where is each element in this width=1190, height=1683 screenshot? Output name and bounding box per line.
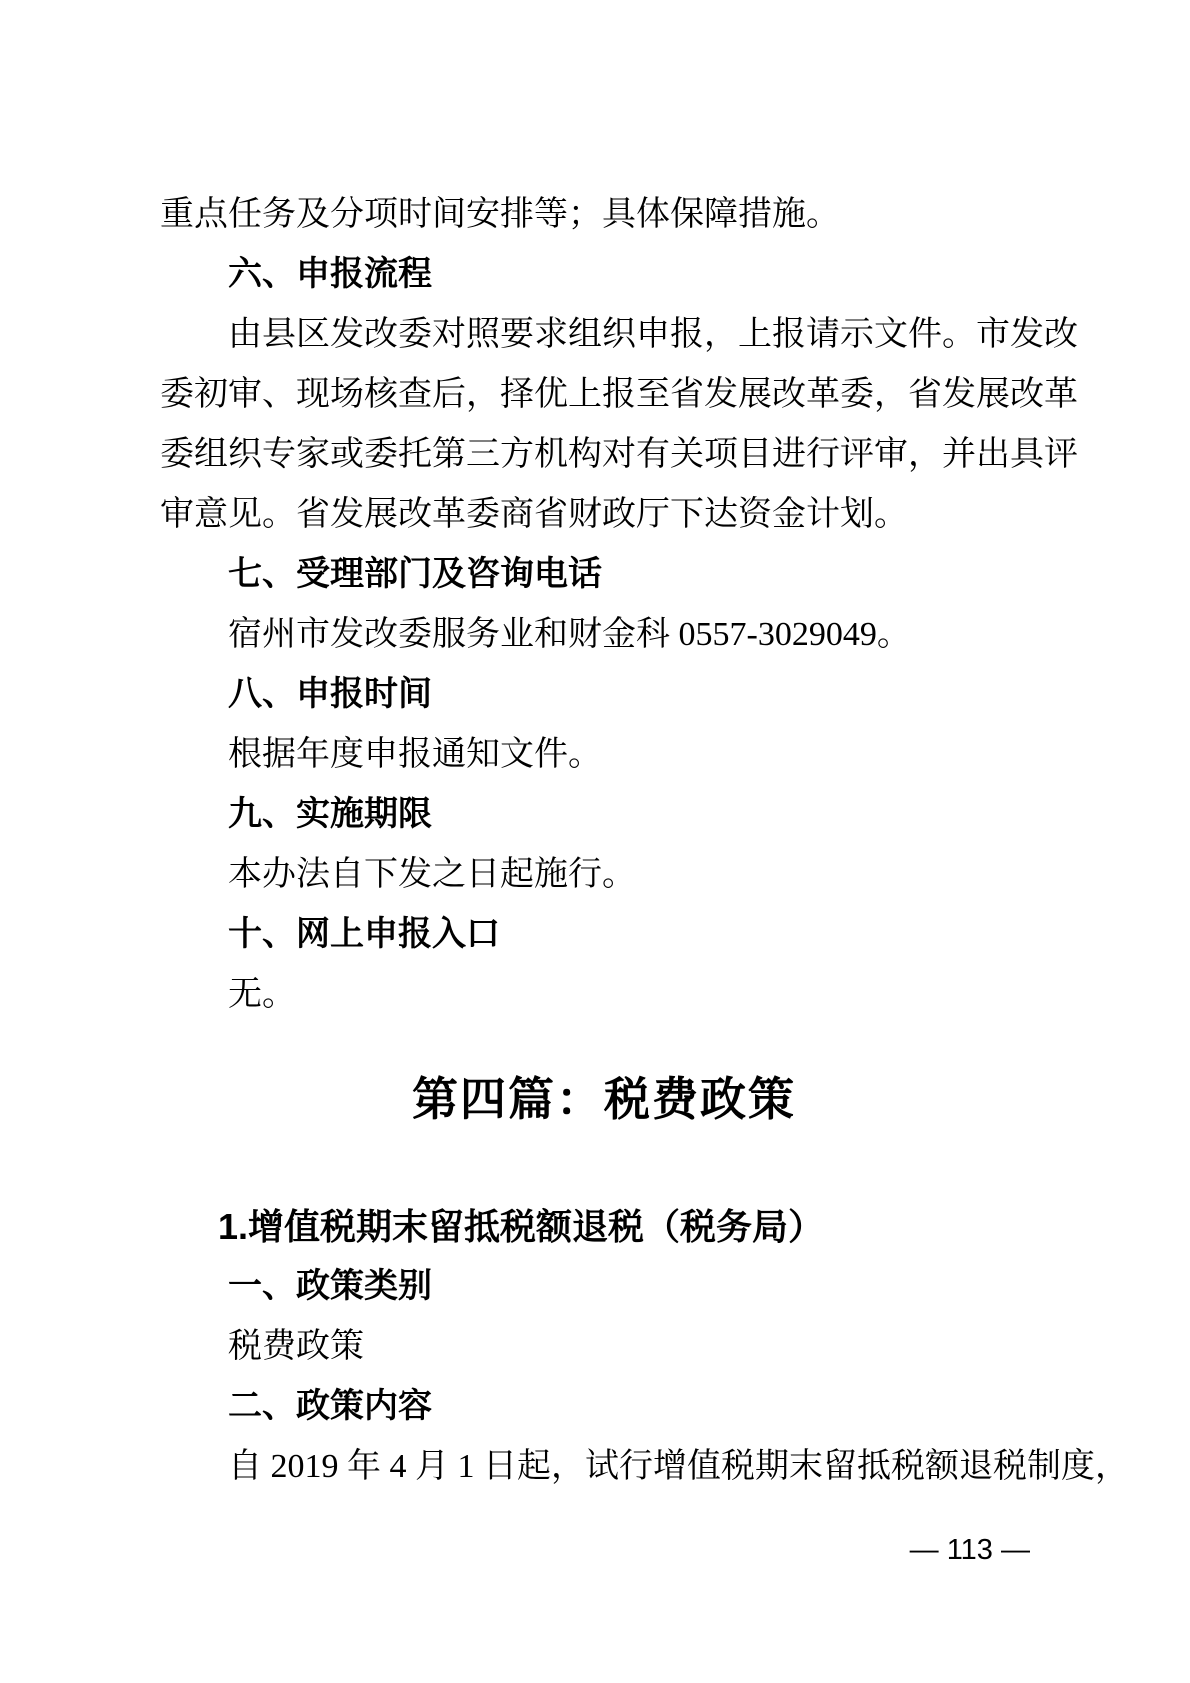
document-body bbox=[160, 185, 1129, 1497]
body-line: 本办法自下发之日起施行。 bbox=[228, 856, 636, 893]
section-heading-8: 八、申报时间 bbox=[228, 676, 432, 713]
policy-section-heading-1: 一、政策类别 bbox=[228, 1268, 432, 1305]
body-line: 重点任务及分项时间安排等；具体保障措施。 bbox=[160, 196, 840, 233]
body-line: 无。 bbox=[228, 976, 296, 1013]
policy-title: 1.增值税期末留抵税额退税（税务局） bbox=[218, 1206, 825, 1247]
body-line: 委初审、现场核查后，择优上报至省发展改革委，省发展改革 bbox=[160, 376, 1078, 413]
policy-section-heading-2: 二、政策内容 bbox=[228, 1388, 432, 1425]
chapter-title: 第四篇：税费政策 bbox=[412, 1074, 796, 1125]
section-heading-10: 十、网上申报入口 bbox=[228, 916, 500, 953]
body-line: 税费政策 bbox=[228, 1328, 364, 1365]
body-line: 根据年度申报通知文件。 bbox=[228, 736, 602, 773]
body-line: 审意见。省发展改革委商省财政厅下达资金计划。 bbox=[160, 496, 908, 533]
body-line: 委组织专家或委托第三方机构对有关项目进行评审，并出具评 bbox=[160, 436, 1078, 473]
body-line: 由县区发改委对照要求组织申报，上报请示文件。市发改 bbox=[228, 316, 1078, 353]
body-line: 自 2019 年 4 月 1 日起，试行增值税期末留抵税额退税制度， bbox=[228, 1448, 1129, 1485]
section-heading-6: 六、申报流程 bbox=[228, 256, 432, 293]
section-heading-7: 七、受理部门及咨询电话 bbox=[228, 556, 602, 593]
page-number: — 113 — bbox=[909, 1534, 1030, 1566]
body-line-contact: 宿州市发改委服务业和财金科 0557-3029049。 bbox=[228, 616, 911, 653]
section-heading-9: 九、实施期限 bbox=[228, 796, 432, 833]
